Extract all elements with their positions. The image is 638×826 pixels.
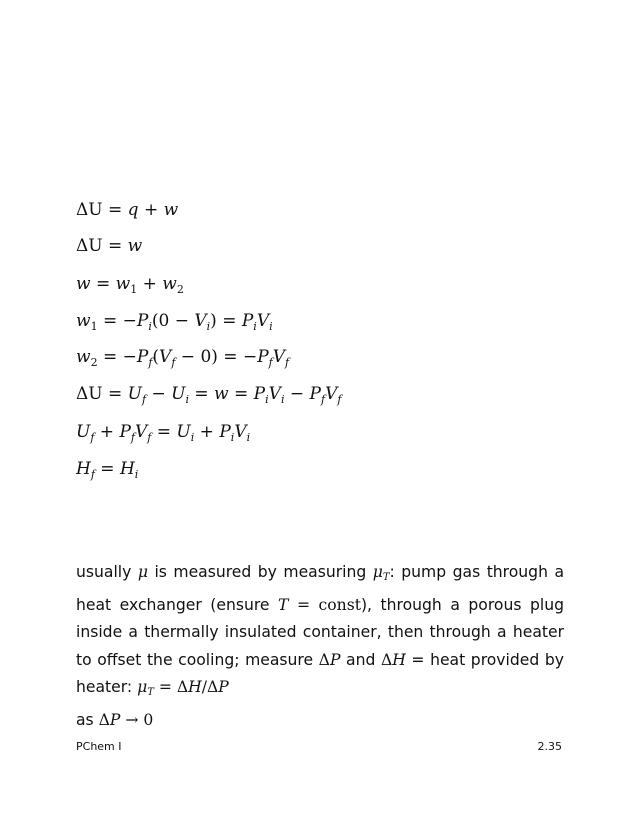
equation-2: ΔU = w [76,236,143,256]
equation-3: $w = w_1 + w_2$ [76,274,184,296]
equation-5: $w_2 = -P_f(V_f - 0) = -P_fV_f$ [76,347,290,369]
footer-course-label: PChem I [76,740,122,753]
para-text: as [76,710,99,729]
equation-8: $H_f = H_i$ [76,459,139,481]
para-text: is measured by measuring [147,563,373,581]
mu-t-formula: $\mu_T = \Delta H/\Delta P$ [137,678,229,699]
para-text: and [340,650,381,669]
mu-t-symbol: $\mu_T$ [372,563,390,583]
equation-6: $\Delta U = U_f - U_i = w = P_iV_i - P_fV_f$ [76,384,342,406]
mu-symbol: μ [137,563,148,581]
footer-page-number: 2.35 [537,740,562,753]
t-const-expression: T = const [278,595,361,614]
delta-h-symbol: ΔH [380,650,406,669]
equation-1: ΔU = q + w [76,200,179,220]
para-text: : pump gas through a heat exchanger (ensure [76,563,564,614]
para-text: usually [76,563,138,581]
limit-expression: ΔP → 0 [98,710,154,729]
para-text: = heat provided by heater: [76,650,564,697]
equation-4: $w_1 = -P_i(0 - V_i) = P_iV_i$ [76,311,273,333]
equation-7: $U_f + P_fV_f = U_i + P_iV_i$ [76,422,251,444]
delta-p-symbol: ΔP [318,650,341,669]
para-text: ), through a porous plug inside a thermally insulated container, then through a heater to offset the cooling; measure [76,595,564,669]
explanation-paragraph [76,559,564,735]
